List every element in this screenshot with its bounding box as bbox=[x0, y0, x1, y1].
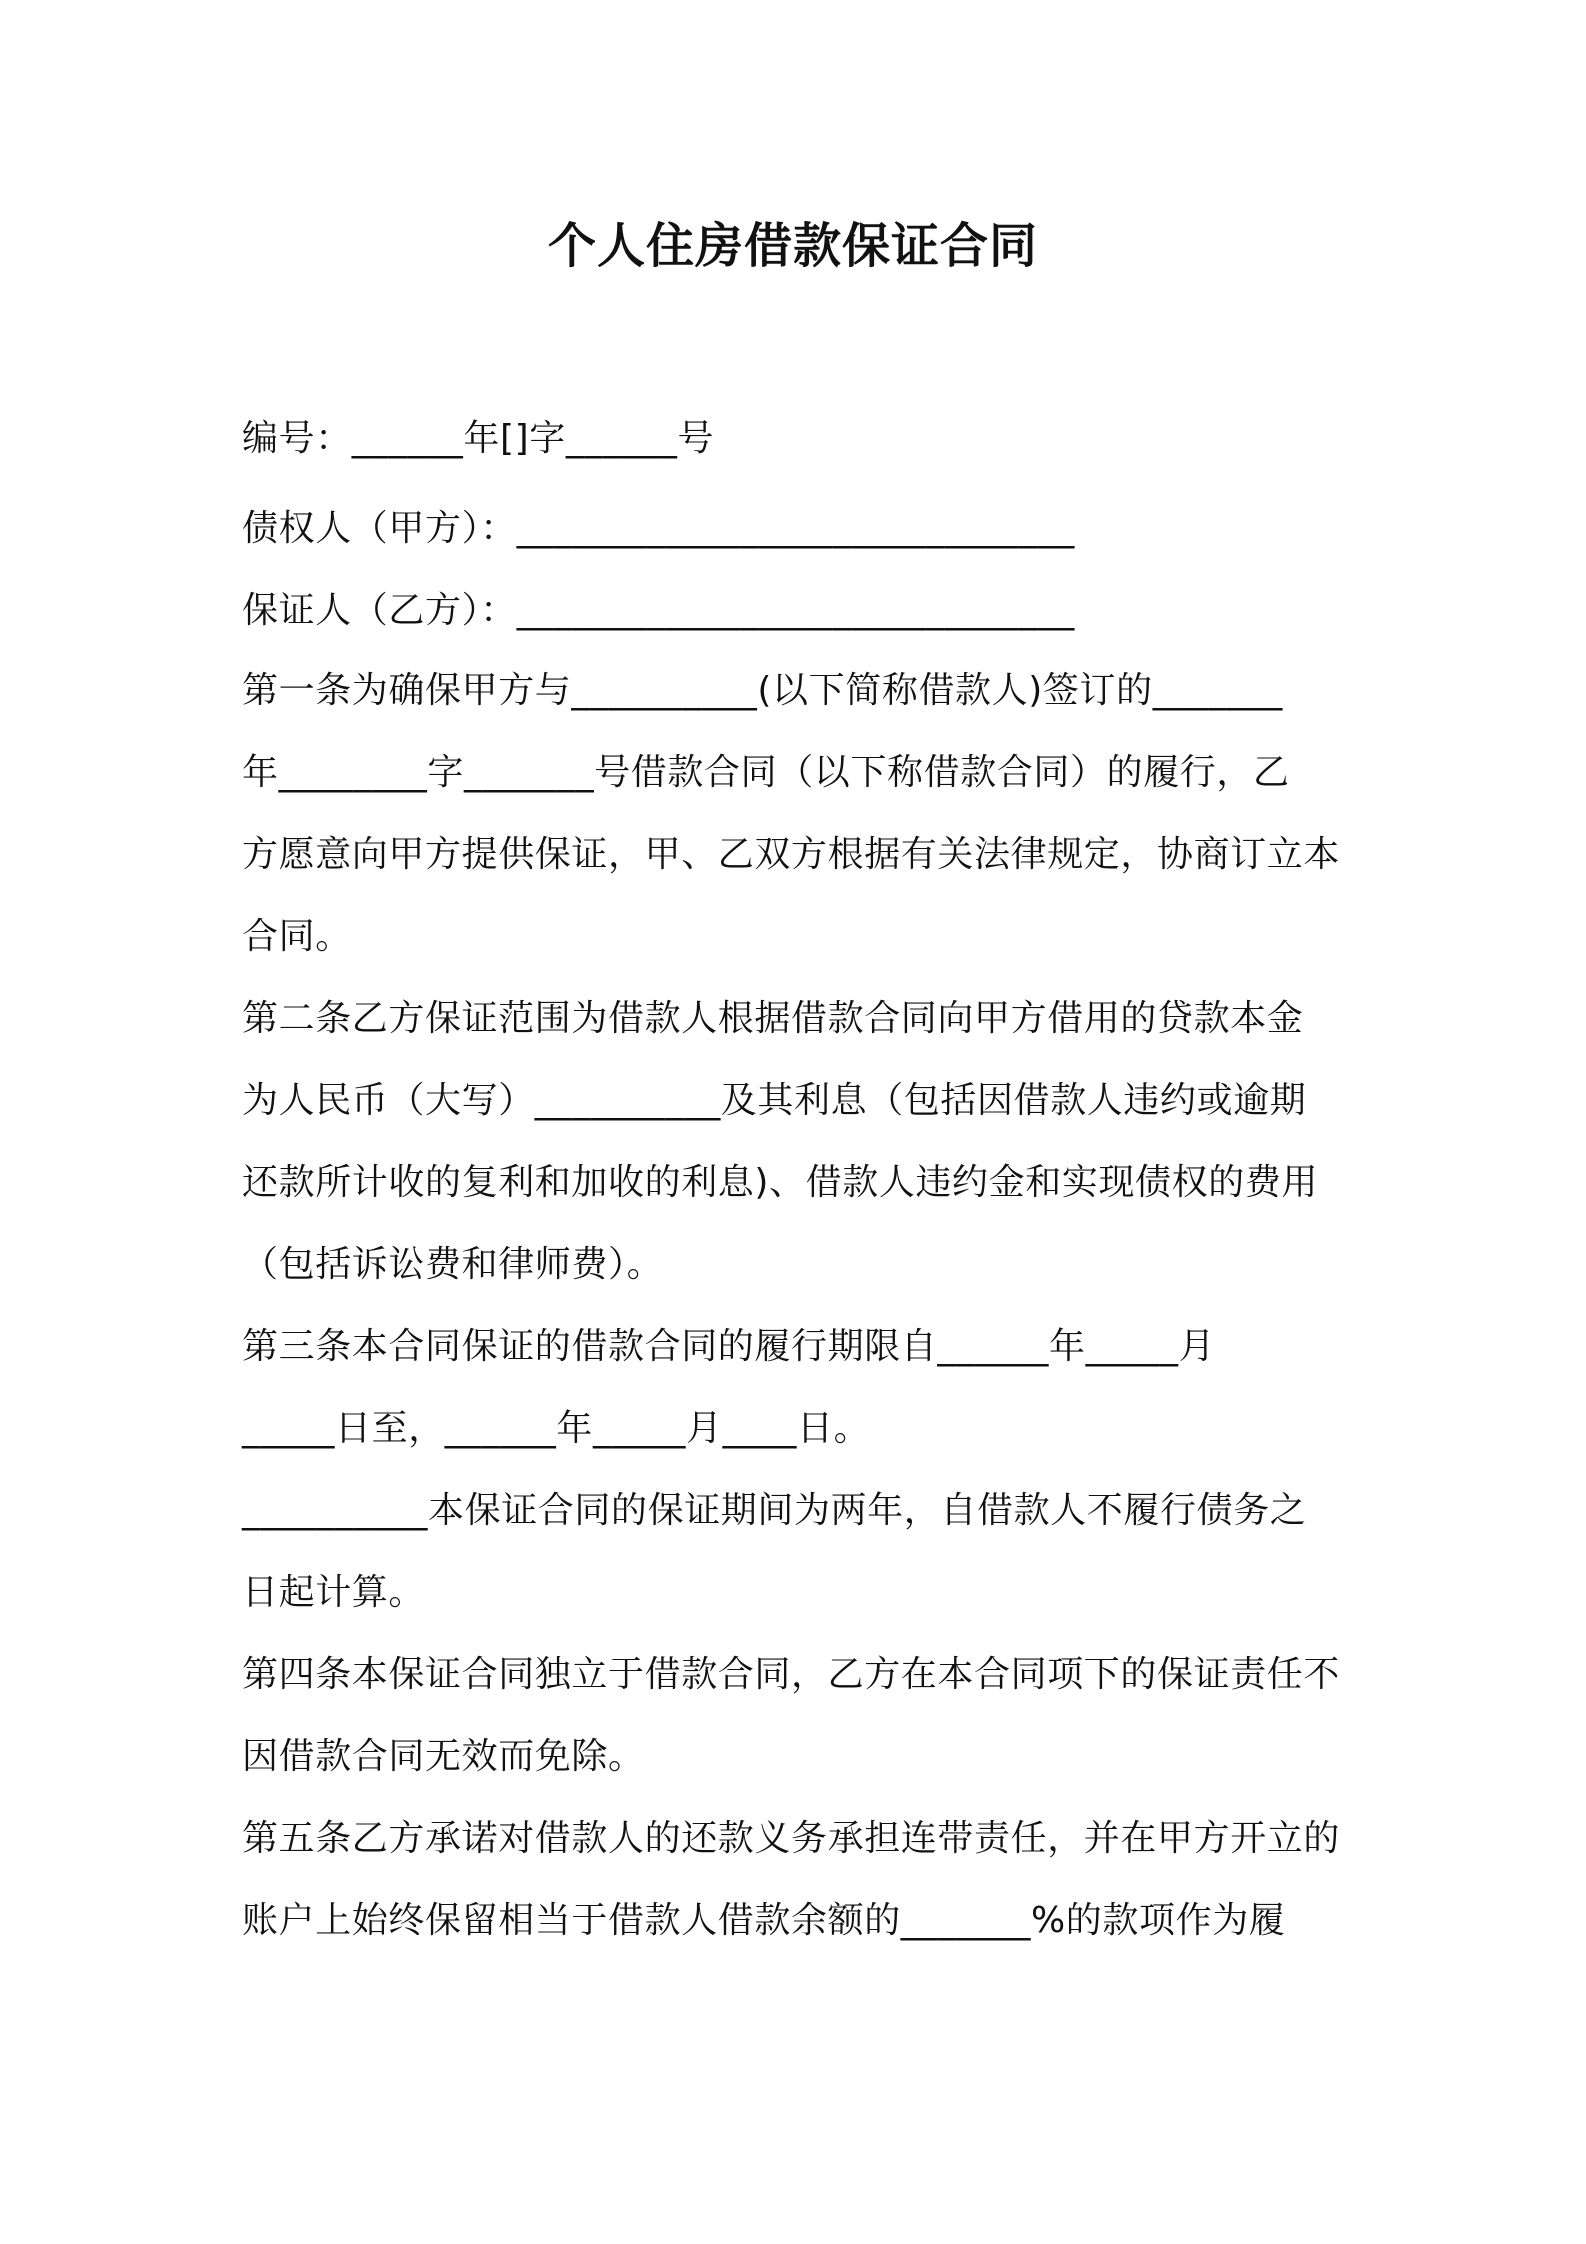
article-1-line-1: 第一条为确保甲方与__________(以下简称借款人)签订的_______ bbox=[242, 670, 1283, 711]
article-1-line-3: 方愿意向甲方提供保证，甲、乙双方根据有关法律规定，协商订立本 bbox=[242, 834, 1341, 875]
article-2-line-2: 为人民币（大写）__________及其利息（包括因借款人违约或逾期 bbox=[242, 1080, 1307, 1121]
article-3-line-2: _____日至，______年_____月____日。 bbox=[242, 1408, 871, 1449]
article-5-line-1: 第五条乙方承诺对借款人的还款义务承担连带责任，并在甲方开立的 bbox=[242, 1818, 1341, 1859]
article-4-line-2: 因借款合同无效而免除。 bbox=[242, 1736, 645, 1777]
document-title: 个人住房借款保证合同 bbox=[547, 218, 1038, 274]
contract-number-line: 编号：______年[]字______号 bbox=[242, 418, 715, 459]
article-2-line-4: （包括诉讼费和律师费）。 bbox=[242, 1244, 664, 1285]
article-5-line-2: 账户上始终保留相当于借款人借款余额的_______%的款项作为履 bbox=[242, 1900, 1286, 1941]
article-1-line-2: 年________字_______号借款合同（以下称借款合同）的履行，乙 bbox=[242, 752, 1290, 793]
article-2-line-3: 还款所计收的复利和加收的利息)、借款人违约金和实现债权的费用 bbox=[242, 1162, 1319, 1203]
guarantor-line: 保证人（乙方）：______________________________ bbox=[242, 590, 1075, 631]
article-4-line-1: 第四条本保证合同独立于借款合同，乙方在本合同项下的保证责任不 bbox=[242, 1654, 1341, 1695]
creditor-line: 债权人（甲方）：______________________________ bbox=[242, 508, 1075, 549]
article-3-line-4: 日起计算。 bbox=[242, 1572, 426, 1613]
article-1-line-4: 合同。 bbox=[242, 916, 352, 957]
article-3-line-1: 第三条本合同保证的借款合同的履行期限自______年_____月 bbox=[242, 1326, 1216, 1367]
article-2-line-1: 第二条乙方保证范围为借款人根据借款合同向甲方借用的贷款本金 bbox=[242, 998, 1304, 1039]
article-3-line-3: __________本保证合同的保证期间为两年，自借款人不履行债务之 bbox=[242, 1490, 1307, 1531]
